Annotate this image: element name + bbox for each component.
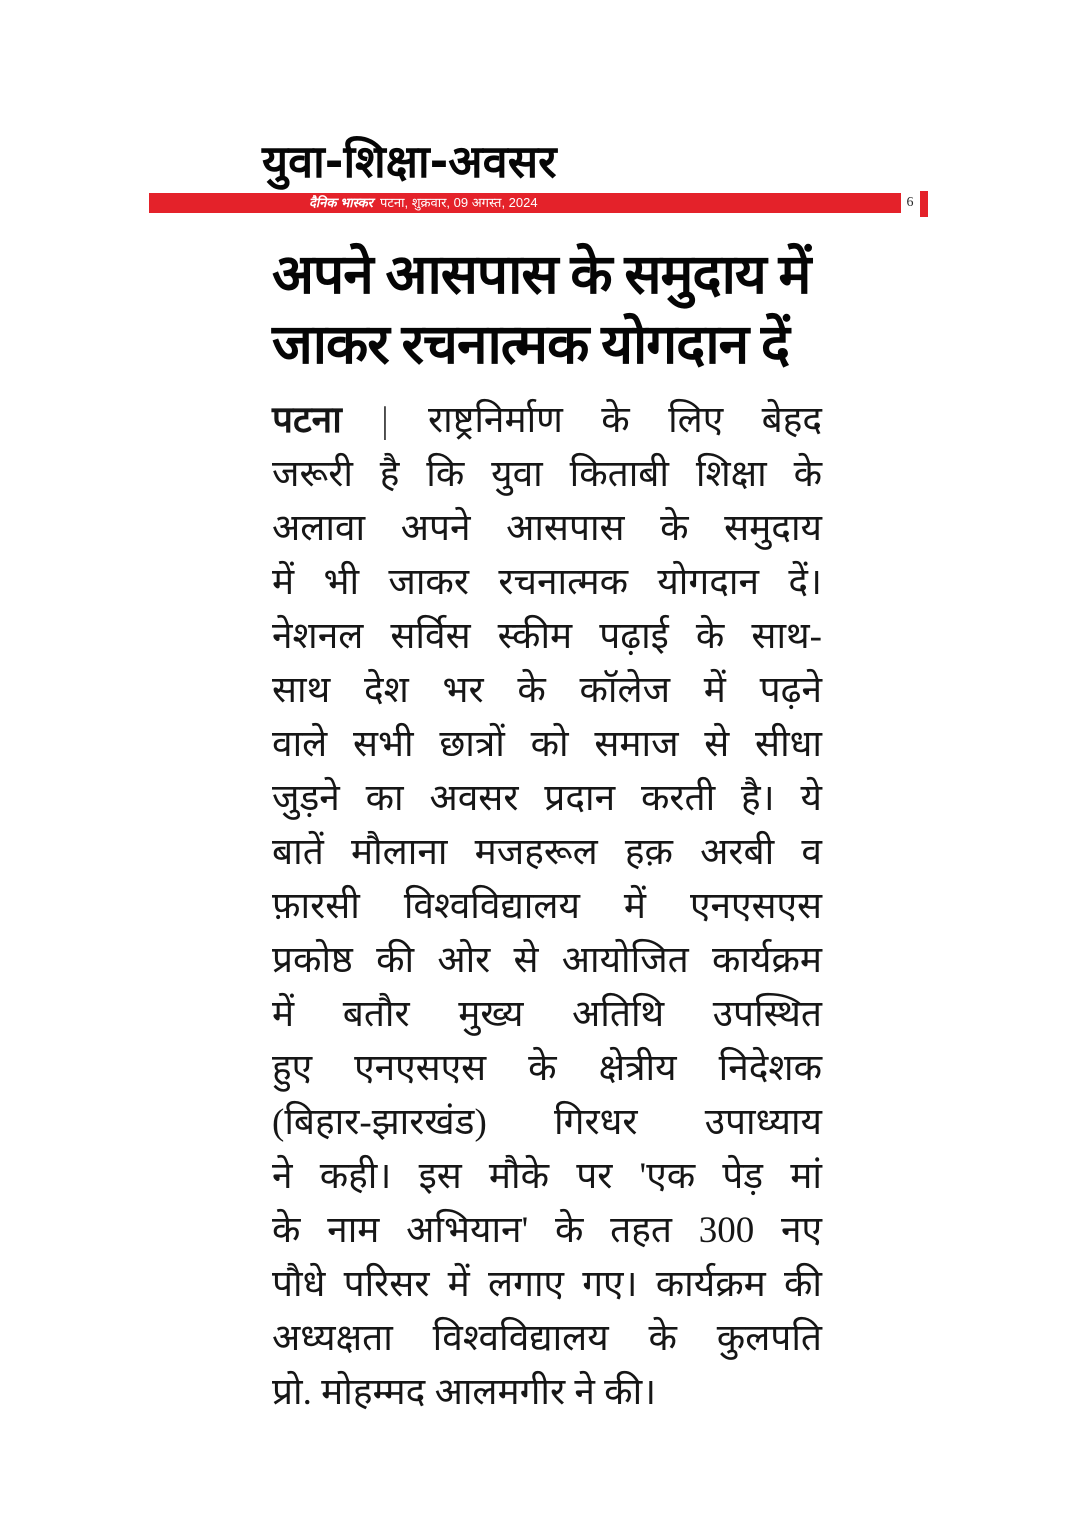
body-line: प्रकोष्ठ की ओर से आयोजित कार्यक्रम: [272, 940, 822, 981]
body-line-lead: [272, 394, 822, 448]
body-line: अध्यक्षता विश्वविद्यालय के कुलपति: [272, 1318, 822, 1359]
headline-line: अपने आसपास के समुदाय में: [272, 244, 811, 305]
body-line: प्रो. मोहम्मद आलमगीर ने की।: [272, 1372, 657, 1413]
body-line: साथ देश भर के कॉलेज में पढ़ने: [272, 670, 822, 711]
body-line: वाले सभी छात्रों को समाज से सीधा: [272, 724, 822, 765]
body-line: बातें मौलाना मजहरूल हक़ अरबी व: [272, 832, 822, 873]
dateline: पटना: [272, 400, 342, 441]
edition-info: पटना, शुक्रवार, 09 अगस्त, 2024: [379, 195, 538, 210]
red-tick-mark: [920, 191, 928, 217]
body-line: (बिहार-झारखंड) गिरधर उपाध्याय: [272, 1102, 822, 1143]
body-line: में भी जाकर रचनात्मक योगदान दें।: [272, 562, 822, 603]
body-line: जरूरी है कि युवा किताबी शिक्षा के: [272, 454, 822, 495]
dateline-separator: |: [381, 400, 389, 441]
headline-line: जाकर रचनात्मक योगदान दें: [272, 314, 790, 375]
body-line: अलावा अपने आसपास के समुदाय: [272, 508, 822, 549]
headline: [272, 240, 822, 380]
masthead-red-bar: [149, 193, 901, 213]
page-number: 6: [906, 195, 914, 210]
section-title: युवा-शिक्षा-अवसर: [262, 135, 557, 188]
body-line: फ़ारसी विश्वविद्यालय में एनएसएस: [272, 886, 822, 927]
paper-name: दैनिक भास्कर: [309, 195, 373, 210]
lead-text: राष्ट्रनिर्माण के लिए बेहद: [428, 400, 823, 441]
body-line: नेशनल सर्विस स्कीम पढ़ाई के साथ-: [272, 616, 822, 657]
article-body: [272, 394, 822, 1420]
body-line: जुड़ने का अवसर प्रदान करती है। ये: [272, 778, 822, 819]
masthead-text: [309, 193, 538, 213]
article: [272, 240, 822, 1420]
body-line: हुए एनएसएस के क्षेत्रीय निदेशक: [272, 1048, 822, 1089]
body-line: में बतौर मुख्य अतिथि उपस्थित: [272, 994, 822, 1035]
body-line: पौधे परिसर में लगाए गए। कार्यक्रम की: [272, 1264, 822, 1305]
body-line: ने कही। इस मौके पर 'एक पेड़ मां: [272, 1156, 822, 1197]
body-line: के नाम अभियान' के तहत 300 नए: [272, 1210, 822, 1251]
